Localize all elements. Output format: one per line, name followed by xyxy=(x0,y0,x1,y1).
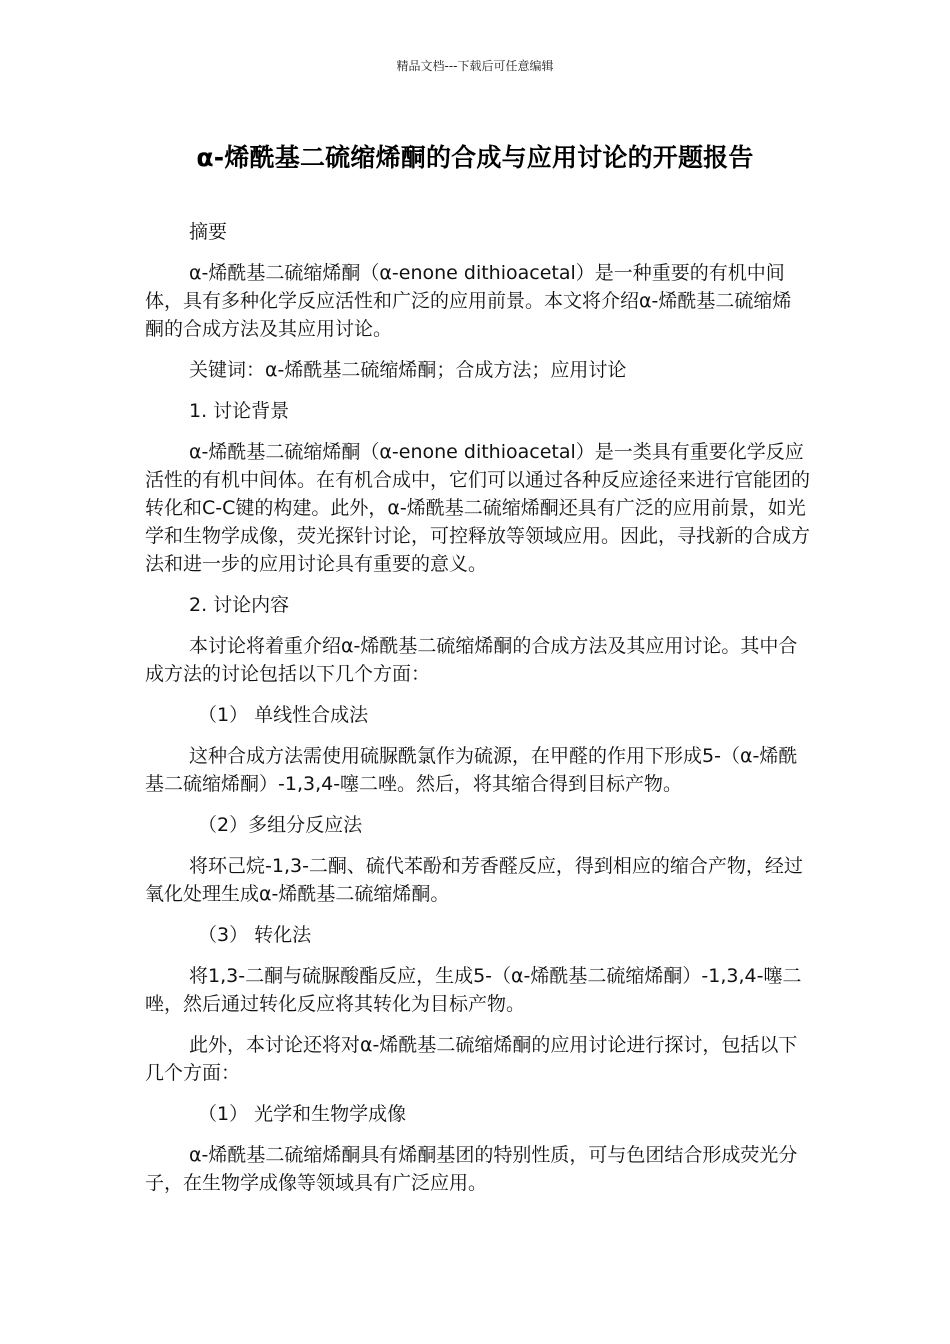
paragraph: 将1,3-二酮与硫脲酸酯反应，生成5-（α-烯酰基二硫缩烯酮）-1,3,4-噻二唑，然后通过转化反应将其转化为目标产物。 xyxy=(145,965,802,1015)
paragraph: α-烯酰基二硫缩烯酮具有烯酮基团的特别性质，可与色团结合形成荧光分子，在生物学成像等领域具有广泛应用。 xyxy=(145,1144,798,1194)
list-item: （1） 光学和生物学成像 xyxy=(198,1103,407,1125)
document-title: α-烯酰基二硫缩烯酮的合成与应用讨论的开题报告 xyxy=(196,143,754,172)
paragraph: 此外，本讨论还将对α-烯酰基二硫缩烯酮的应用讨论进行探讨，包括以下几个方面： xyxy=(145,1034,798,1084)
paragraph: 关键词：α-烯酰基二硫缩烯酮；合成方法；应用讨论 xyxy=(189,359,627,381)
list-item: （3） 转化法 xyxy=(198,924,312,946)
page-header: 精品文档---下载后可任意编辑 xyxy=(396,59,554,73)
paragraph: α-烯酰基二硫缩烯酮（α-enone dithioacetal）是一种重要的有机中间体，具有多种化学反应活性和广泛的应用前景。本文将介绍α-烯酰基二硫缩烯酮的合成方法及其应用讨论。 xyxy=(145,262,792,340)
paragraph: α-烯酰基二硫缩烯酮（α-enone dithioacetal）是一类具有重要化学反应活性的有机中间体。在有机合成中，它们可以通过各种反应途径来进行官能团的转化和C-C键的构建。此外，α-烯酰基二硫缩烯酮还具有广泛的应用前景，如光学和生物学成像，荧光探针讨论，可控释放等领域应用。因此，寻找新的合成方法和进一步的应用讨论具有重要的意义。 xyxy=(145,441,811,575)
paragraph: 这种合成方法需使用硫脲酰氯作为硫源，在甲醛的作用下形成5-（α-烯酰基二硫缩烯酮）-1,3,4-噻二唑。然后，将其缩合得到目标产物。 xyxy=(145,745,798,795)
paragraph: 2. 讨论内容 xyxy=(189,594,290,616)
list-item: （2）多组分反应法 xyxy=(198,814,363,836)
paragraph: 1. 讨论背景 xyxy=(189,400,290,422)
paragraph: 摘要 xyxy=(189,221,228,243)
paragraph: 本讨论将着重介绍α-烯酰基二硫缩烯酮的合成方法及其应用讨论。其中合成方法的讨论包括以下几个方面： xyxy=(145,635,798,685)
document-body xyxy=(145,218,810,1210)
list-item: （1） 单线性合成法 xyxy=(198,704,369,726)
paragraph: 将环己烷-1,3-二酮、硫代苯酚和芳香醛反应，得到相应的缩合产物，经过氧化处理生成α-烯酰基二硫缩烯酮。 xyxy=(145,855,803,905)
